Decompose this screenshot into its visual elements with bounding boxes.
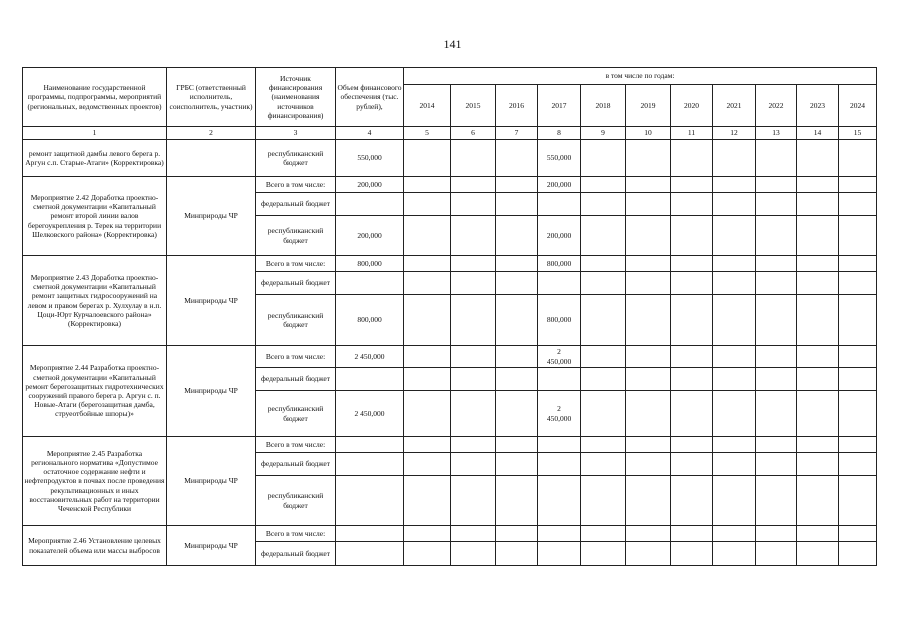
year-2018: 2018 — [581, 85, 626, 127]
value-2017: 550,000 — [538, 140, 581, 177]
source-republican: республиканский бюджет — [256, 391, 336, 437]
header-source: Источник финансирования (наименования источников финансирования) — [256, 68, 336, 127]
col-number: 10 — [626, 127, 671, 140]
col-number: 11 — [671, 127, 713, 140]
table-row — [23, 437, 877, 453]
source-total: Всего в том числе: — [256, 437, 336, 453]
col-number: 12 — [713, 127, 756, 140]
source-republican: республиканский бюджет — [256, 140, 336, 177]
col-number: 1 — [23, 127, 167, 140]
col-number: 2 — [167, 127, 256, 140]
volume-cell: 200,000 — [336, 216, 404, 256]
col-number: 5 — [404, 127, 451, 140]
source-federal: федеральный бюджет — [256, 272, 336, 295]
year-2024: 2024 — [839, 85, 877, 127]
year-2016: 2016 — [496, 85, 538, 127]
col-number: 3 — [256, 127, 336, 140]
header-years-title: в том числе по годам: — [404, 68, 877, 85]
source-republican: республиканский бюджет — [256, 295, 336, 346]
column-numbers-row — [23, 127, 877, 140]
source-total: Всего в том числе: — [256, 256, 336, 272]
volume-cell: 2 450,000 — [336, 391, 404, 437]
col-number: 4 — [336, 127, 404, 140]
header-grbs: ГРБС (ответственный исполнитель, соисполнитель, участник) — [167, 68, 256, 127]
value-2017: 800,000 — [538, 295, 581, 346]
grbs-cell: Минприроды ЧР — [167, 526, 256, 566]
value-2017-part1: 2 — [557, 404, 561, 414]
grbs-cell: Минприроды ЧР — [167, 346, 256, 437]
activity-name: Мероприятие 2.46 Установление целевых показателей объема или массы выбросов — [23, 526, 167, 566]
grbs-cell — [167, 140, 256, 177]
header-program-name: Наименование государственной программы, подпрограммы, мероприятий (региональных, ведомственных проектов) — [23, 68, 167, 127]
activity-name: Мероприятие 2.43 Доработка проектно-сметной документации «Капитальный ремонт защитных гидросооружений на левом и правом берегах р. Хулхулау в н.п. Цоци-Юрт Курчалоевского района» (Корректировка) — [23, 256, 167, 346]
year-2019: 2019 — [626, 85, 671, 127]
col-number: 14 — [797, 127, 839, 140]
source-federal: федеральный бюджет — [256, 368, 336, 391]
header-volume: Объем финансового обеспечения (тыс. рублей), — [336, 68, 404, 127]
source-republican: республиканский бюджет — [256, 216, 336, 256]
page-number: 141 — [443, 37, 462, 51]
volume-cell: 800,000 — [336, 295, 404, 346]
source-federal: федеральный бюджет — [256, 453, 336, 476]
col-number: 7 — [496, 127, 538, 140]
col-number: 6 — [451, 127, 496, 140]
source-total: Всего в том числе: — [256, 526, 336, 542]
source-total: Всего в том числе: — [256, 346, 336, 368]
activity-name: Мероприятие 2.44 Разработка проектно-сметной документации «Капитальный ремонт берегозащитных гидротехнических сооружений правого берега р. Аргун с. п. Новые-Атаги (берегозащитная дамба, струеотбойные шпоры)» — [23, 346, 167, 437]
value-2017-part1: 2 — [557, 347, 561, 357]
source-republican: республиканский бюджет — [256, 476, 336, 526]
activity-name: Мероприятие 2.42 Доработка проектно-сметной документации «Капитальный ремонт второй линии валов берегоукрепления р. Терек на территории Шелковского района» (Корректировка) — [23, 177, 167, 256]
col-number: 8 — [538, 127, 581, 140]
activity-name: Мероприятие 2.45 Разработка регионального норматива «Допустимое остаточное содержание нефти и нефтепродуктов в почвах после проведения рекультивационных и иных восстановительных работ на территории Чеченской Республики — [23, 437, 167, 526]
grbs-cell: Минприроды ЧР — [167, 177, 256, 256]
value-2017: 200,000 — [538, 177, 581, 193]
source-federal: федеральный бюджет — [256, 542, 336, 566]
source-total: Всего в том числе: — [256, 177, 336, 193]
col-number: 9 — [581, 127, 626, 140]
year-2022: 2022 — [756, 85, 797, 127]
year-2020: 2020 — [671, 85, 713, 127]
col-number: 15 — [839, 127, 877, 140]
volume-cell: 200,000 — [336, 177, 404, 193]
volume-cell: 800,000 — [336, 256, 404, 272]
value-2017 — [538, 391, 581, 437]
value-2017-part2: 450,000 — [546, 356, 572, 366]
volume-cell: 2 450,000 — [336, 346, 404, 368]
value-2017: 800,000 — [538, 256, 581, 272]
year-2023: 2023 — [797, 85, 839, 127]
financing-table — [22, 67, 877, 566]
header-row — [23, 68, 877, 85]
table-row — [23, 346, 877, 368]
grbs-cell: Минприроды ЧР — [167, 437, 256, 526]
value-2017: 200,000 — [538, 216, 581, 256]
year-2015: 2015 — [451, 85, 496, 127]
table-row — [23, 140, 877, 177]
activity-name: ремонт защитной дамбы левого берега р. Аргун с.п. Старые-Атаги» (Корректировка) — [23, 140, 167, 177]
year-2017: 2017 — [538, 85, 581, 127]
table-row — [23, 177, 877, 193]
grbs-cell: Минприроды ЧР — [167, 256, 256, 346]
source-federal: федеральный бюджет — [256, 193, 336, 216]
value-2017 — [538, 346, 581, 368]
year-2014: 2014 — [404, 85, 451, 127]
col-number: 13 — [756, 127, 797, 140]
value-2017-part2: 450,000 — [546, 413, 572, 423]
year-2021: 2021 — [713, 85, 756, 127]
table-row — [23, 256, 877, 272]
table-row — [23, 526, 877, 542]
volume-cell: 550,000 — [336, 140, 404, 177]
